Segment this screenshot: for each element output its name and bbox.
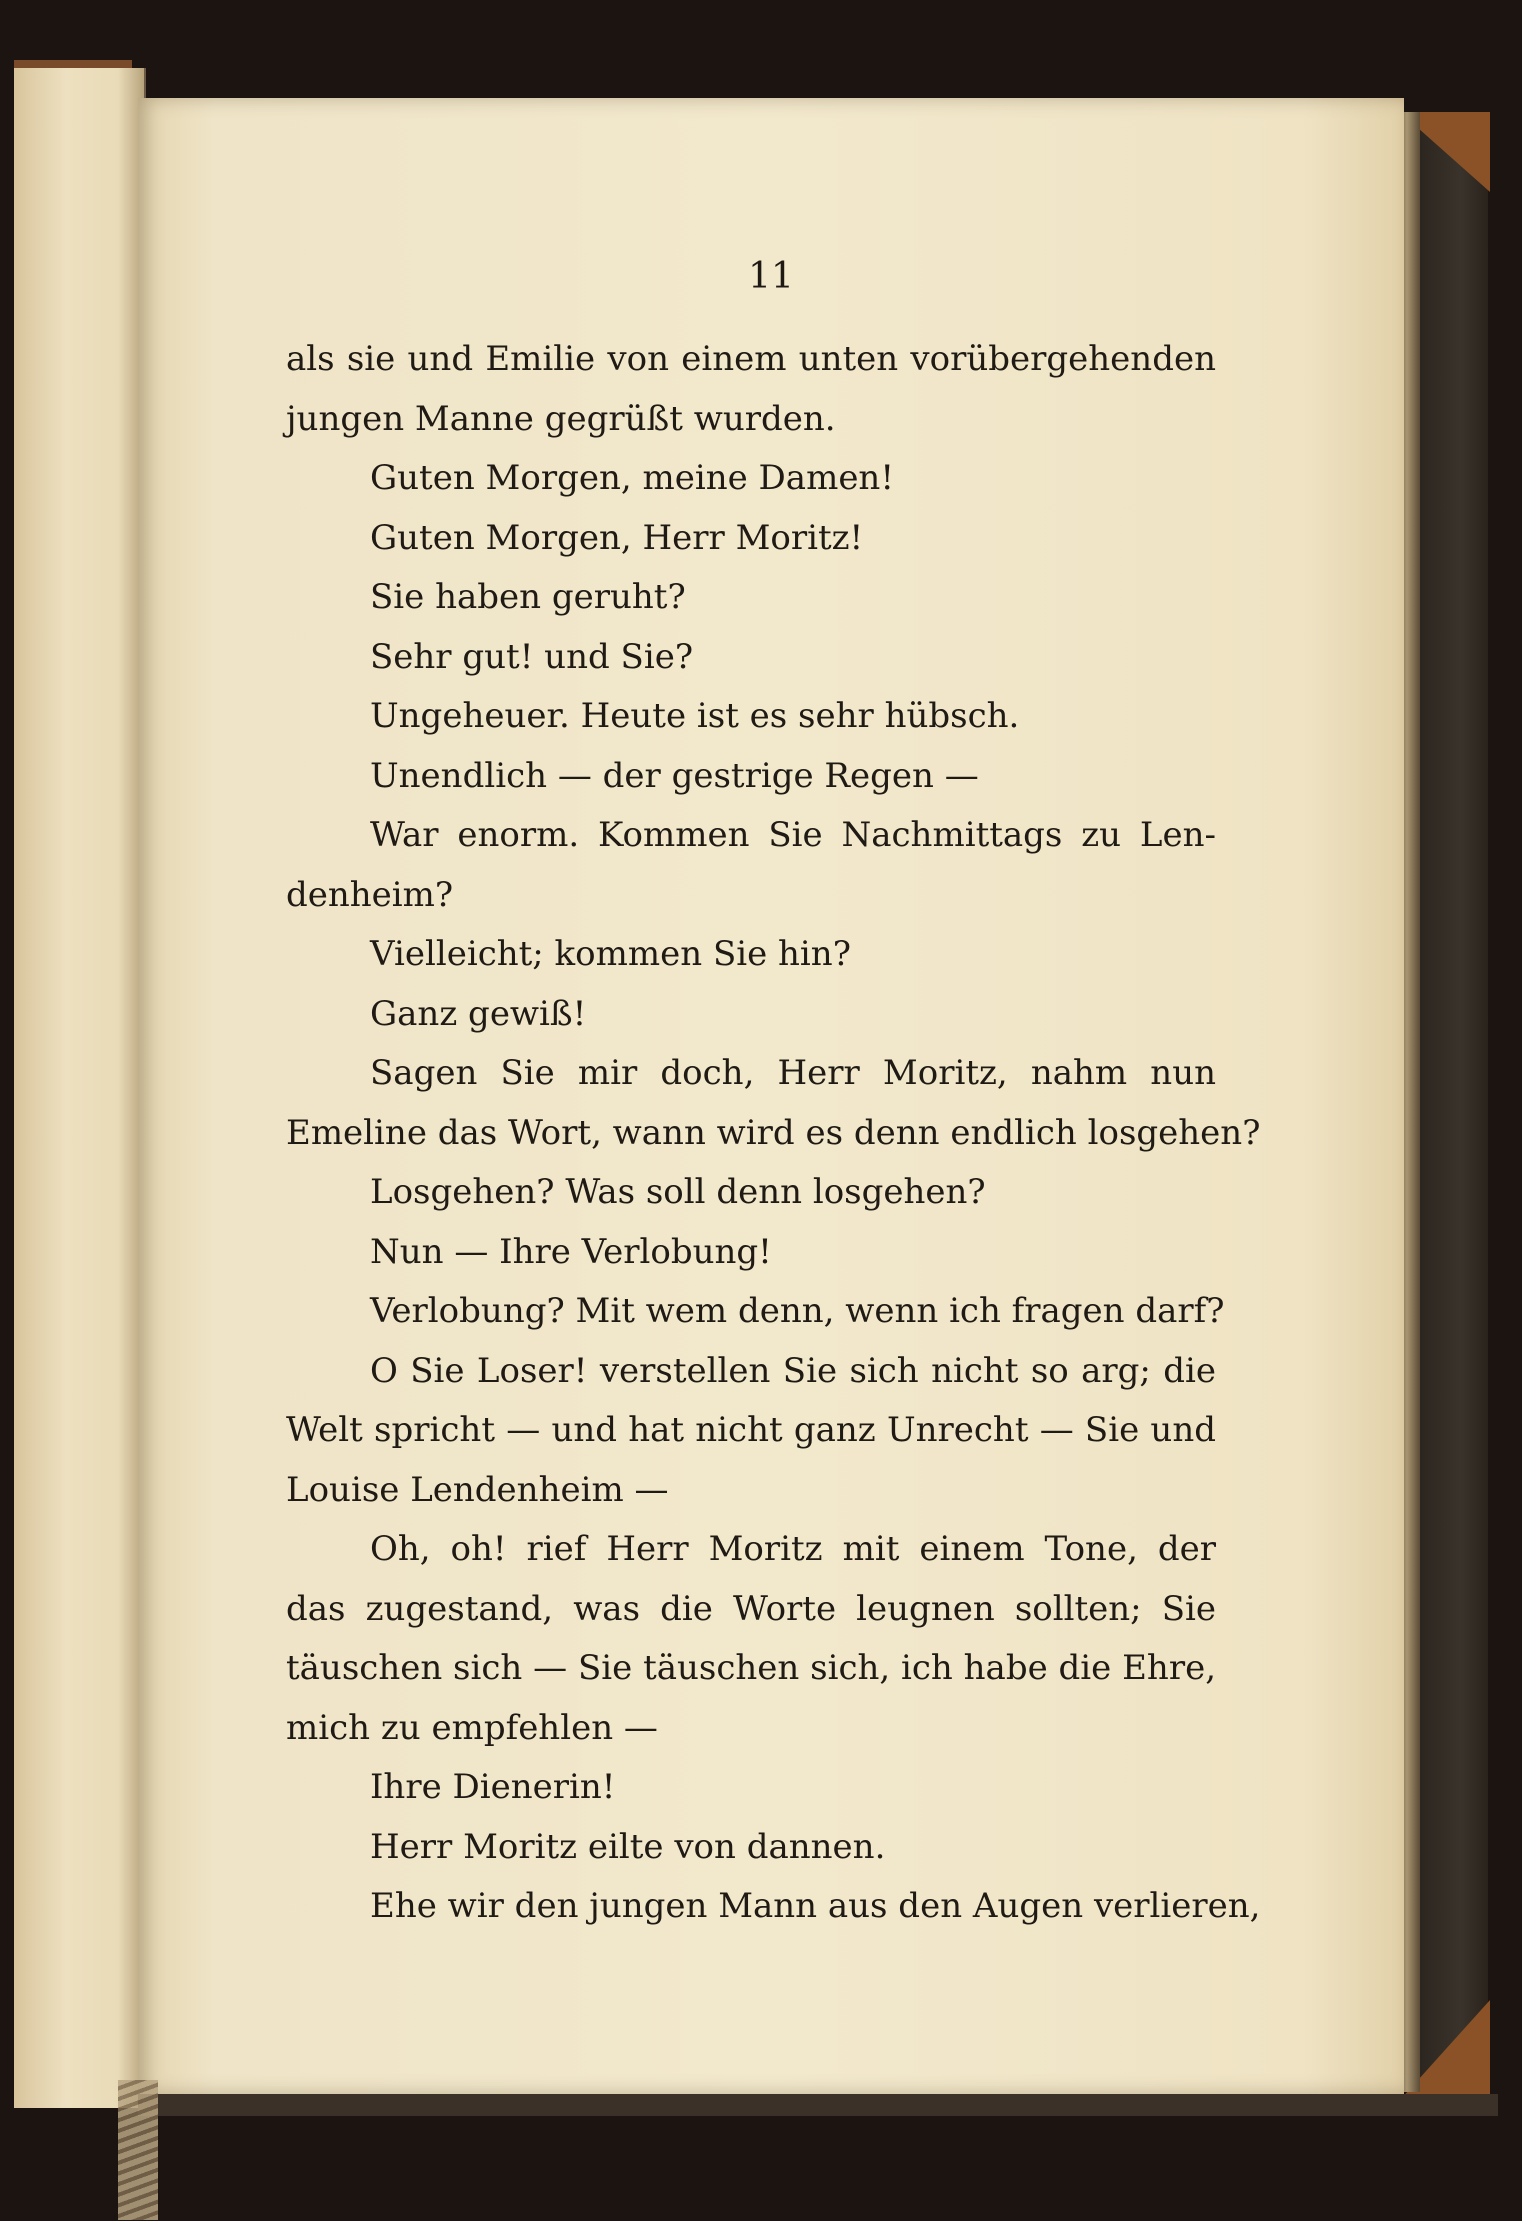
text-line: jungen Manne gegrüßt wurden. [286,398,836,439]
text-line: Emeline das Wort, wann wird es denn endlich losgehen? [286,1112,1261,1153]
back-cover [1420,112,1488,2102]
text-line: War enorm. Kommen Sie Nachmittags zu Len- [370,815,1216,855]
text-line: Sagen Sie mir doch, Herr Moritz, nahm nun [370,1053,1216,1093]
text-line: Losgehen? Was soll denn losgehen? [370,1172,986,1212]
text-line: Sehr gut! und Sie? [370,636,694,677]
previous-page-stub [14,68,146,2108]
bottom-cover-edge [138,2094,1498,2116]
text-line: Herr Moritz eilte von dannen. [370,1826,886,1867]
text-line: O Sie Loser! verstellen Sie sich nicht so arg; die [370,1350,1216,1391]
text-line: Sie haben geruht? [370,577,686,617]
text-line: Oh, oh! rief Herr Moritz mit einem Tone, der [370,1529,1216,1569]
bookmark-string [118,2080,158,2220]
text-line: Nun — Ihre Verlobung! [370,1231,772,1272]
page-text [286,330,1261,1937]
text-line: als sie und Emilie von einem unten vorübergehenden [286,339,1216,379]
text-line: Ehe wir den jungen Mann aus den Augen verlieren, [370,1886,1261,1926]
text-line: denheim? [286,874,454,915]
page-number: 11 [748,256,794,297]
text-line: Welt spricht — und hat nicht ganz Unrecht — Sie und [286,1410,1216,1450]
text-line: das zugestand, was die Worte leugnen sollten; Sie [286,1588,1216,1629]
text-line: Guten Morgen, meine Damen! [370,458,894,498]
text-line: Ungeheuer. Heute ist es sehr hübsch. [370,696,1020,736]
text-line: Verlobung? Mit wem denn, wenn ich fragen darf? [370,1291,1225,1331]
text-line: Ihre Dienerin! [370,1767,616,1807]
text-line: Ganz gewiß! [370,993,587,1034]
text-line: Louise Lendenheim — [286,1469,669,1510]
text-line: Unendlich — der gestrige Regen — [370,755,979,796]
text-line: Vielleicht; kommen Sie hin? [370,934,851,974]
text-line: mich zu empfehlen — [286,1707,658,1748]
text-line: Guten Morgen, Herr Moritz! [370,517,864,558]
text-line: täuschen sich — Sie täuschen sich, ich habe die Ehre, [286,1648,1216,1688]
